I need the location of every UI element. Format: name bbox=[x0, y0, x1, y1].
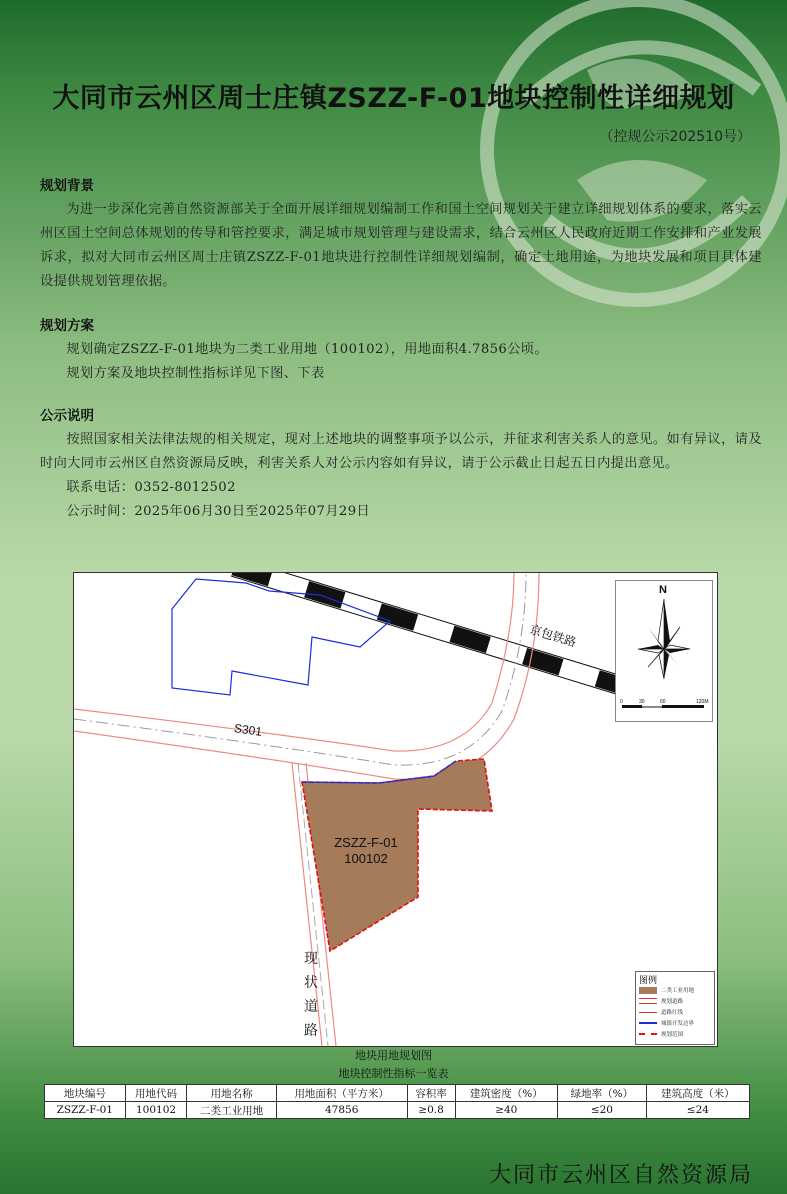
legend-item-industrial bbox=[639, 985, 694, 995]
road-label-s301: S301 bbox=[233, 721, 263, 739]
table-cell: ≤24 bbox=[646, 1102, 749, 1119]
scale-label-0: 0 bbox=[620, 699, 623, 705]
existing-road-label bbox=[304, 947, 318, 1043]
table-cell: ≥40 bbox=[455, 1102, 558, 1119]
table-cell: ≥0.8 bbox=[407, 1102, 455, 1119]
table-cell: 47856 bbox=[276, 1102, 407, 1119]
table-header: 绿地率（%） bbox=[558, 1085, 647, 1102]
legend-item-planned-road bbox=[639, 996, 683, 1006]
table-cell: 100102 bbox=[125, 1102, 187, 1119]
existing-road-char-1: 现 bbox=[304, 951, 318, 967]
plan-line-2: 规划方案及地块控制性指标详见下图、下表 bbox=[66, 366, 325, 381]
notice-period: 公示时间：2025年06月30日至2025年07月29日 bbox=[66, 504, 371, 519]
legend-item-road-redline bbox=[639, 1007, 683, 1017]
legend-title: 图例 bbox=[639, 975, 658, 985]
legend-label-plan-scope: 规划范围 bbox=[661, 1032, 684, 1038]
plan-line-1: 规划确定ZSZZ-F-01地块为二类工业用地（100102），用地面积4.7856公顷。 bbox=[66, 342, 548, 357]
table-row bbox=[45, 1102, 750, 1119]
legend-label-industrial: 二类工业用地 bbox=[661, 988, 695, 994]
scale-label-30: 30 bbox=[639, 699, 645, 705]
north-label: N bbox=[659, 584, 667, 596]
table-header: 建筑密度（%） bbox=[455, 1085, 558, 1102]
legend-item-plan-scope bbox=[639, 1029, 683, 1039]
town-boundary-swatch bbox=[639, 1022, 657, 1024]
table-header: 用地面积（平方米） bbox=[276, 1085, 407, 1102]
road-redline-swatch bbox=[639, 1012, 657, 1013]
legend-item-town-boundary bbox=[639, 1018, 694, 1028]
table-caption: 地块控制性指标一览表 bbox=[338, 1067, 449, 1080]
existing-road-char-3: 道 bbox=[304, 999, 318, 1015]
background-heading: 规划背景 bbox=[40, 178, 94, 194]
scale-label-120: 120M bbox=[696, 699, 709, 705]
planned-road-swatch bbox=[639, 998, 657, 1004]
table-header: 容积率 bbox=[407, 1085, 455, 1102]
table-cell: ≤20 bbox=[558, 1102, 647, 1119]
background-text: 为进一步深化完善自然资源部关于全面开展详细规划编制工作和国土空间规划关于建立详细规划体系的要求，落实云州区国土空间总体规划的传导和管控要求，满足城市规划管理与建设需求，结合云州区人民政府近期工作安排和产业发展诉求，拟对大同市云州区周士庄镇ZSZZ-F-01地块进行控制性详细规划编制，确定土地用途，为地块发展和项目具体建设提供规划管理依据。 bbox=[40, 202, 762, 289]
page-title: 大同市云州区周士庄镇ZSZZ-F-01地块控制性详细规划 bbox=[52, 83, 735, 114]
north-arrow-panel bbox=[615, 580, 713, 722]
background-section bbox=[40, 174, 762, 294]
notice-heading: 公示说明 bbox=[40, 408, 94, 424]
control-index-table bbox=[44, 1084, 750, 1119]
scale-label-60: 60 bbox=[660, 699, 666, 705]
industrial-swatch bbox=[639, 987, 657, 994]
table-cell: ZSZZ-F-01 bbox=[45, 1102, 126, 1119]
parcel-code: ZSZZ-F-01 bbox=[334, 835, 398, 850]
map-caption: 地块用地规划图 bbox=[355, 1049, 432, 1062]
table-header: 用地代码 bbox=[125, 1085, 187, 1102]
table-cell: 二类工业用地 bbox=[187, 1102, 276, 1119]
existing-road-char-4: 路 bbox=[304, 1023, 318, 1039]
table-header-row bbox=[45, 1085, 750, 1102]
table-header: 用地名称 bbox=[187, 1085, 276, 1102]
table-header: 建筑高度（米） bbox=[646, 1085, 749, 1102]
document-number: （控规公示202510号） bbox=[599, 129, 751, 145]
legend-label-planned-road: 规划道路 bbox=[661, 999, 684, 1005]
notice-text: 按照国家相关法律法规的相关规定，现对上述地块的调整事项予以公示，并征求利害关系人的意见。如有异议，请及时向大同市云州区自然资源局反映，利害关系人对公示内容如有异议，请于公示截止日起五日内提出意见。 bbox=[40, 432, 762, 471]
legend-label-road-redline: 道路红线 bbox=[661, 1010, 684, 1016]
railway-label: 京包铁路 bbox=[527, 622, 578, 650]
parcel-label bbox=[326, 835, 406, 867]
table-header: 地块编号 bbox=[45, 1085, 126, 1102]
plan-heading: 规划方案 bbox=[40, 318, 94, 334]
contact-phone: 联系电话：0352-8012502 bbox=[66, 480, 236, 495]
plan-section bbox=[40, 314, 762, 386]
legend-label-town-boundary: 城镇开发边界 bbox=[661, 1021, 695, 1027]
issuing-authority: 大同市云州区自然资源局 bbox=[488, 1163, 753, 1188]
plan-scope-swatch bbox=[639, 1033, 657, 1035]
s301-road bbox=[74, 573, 539, 779]
land-use-map bbox=[73, 572, 718, 1047]
parcel-landuse-code: 100102 bbox=[344, 851, 388, 866]
map-legend bbox=[635, 971, 715, 1045]
existing-road-char-2: 状 bbox=[304, 975, 318, 991]
notice-section bbox=[40, 404, 762, 524]
